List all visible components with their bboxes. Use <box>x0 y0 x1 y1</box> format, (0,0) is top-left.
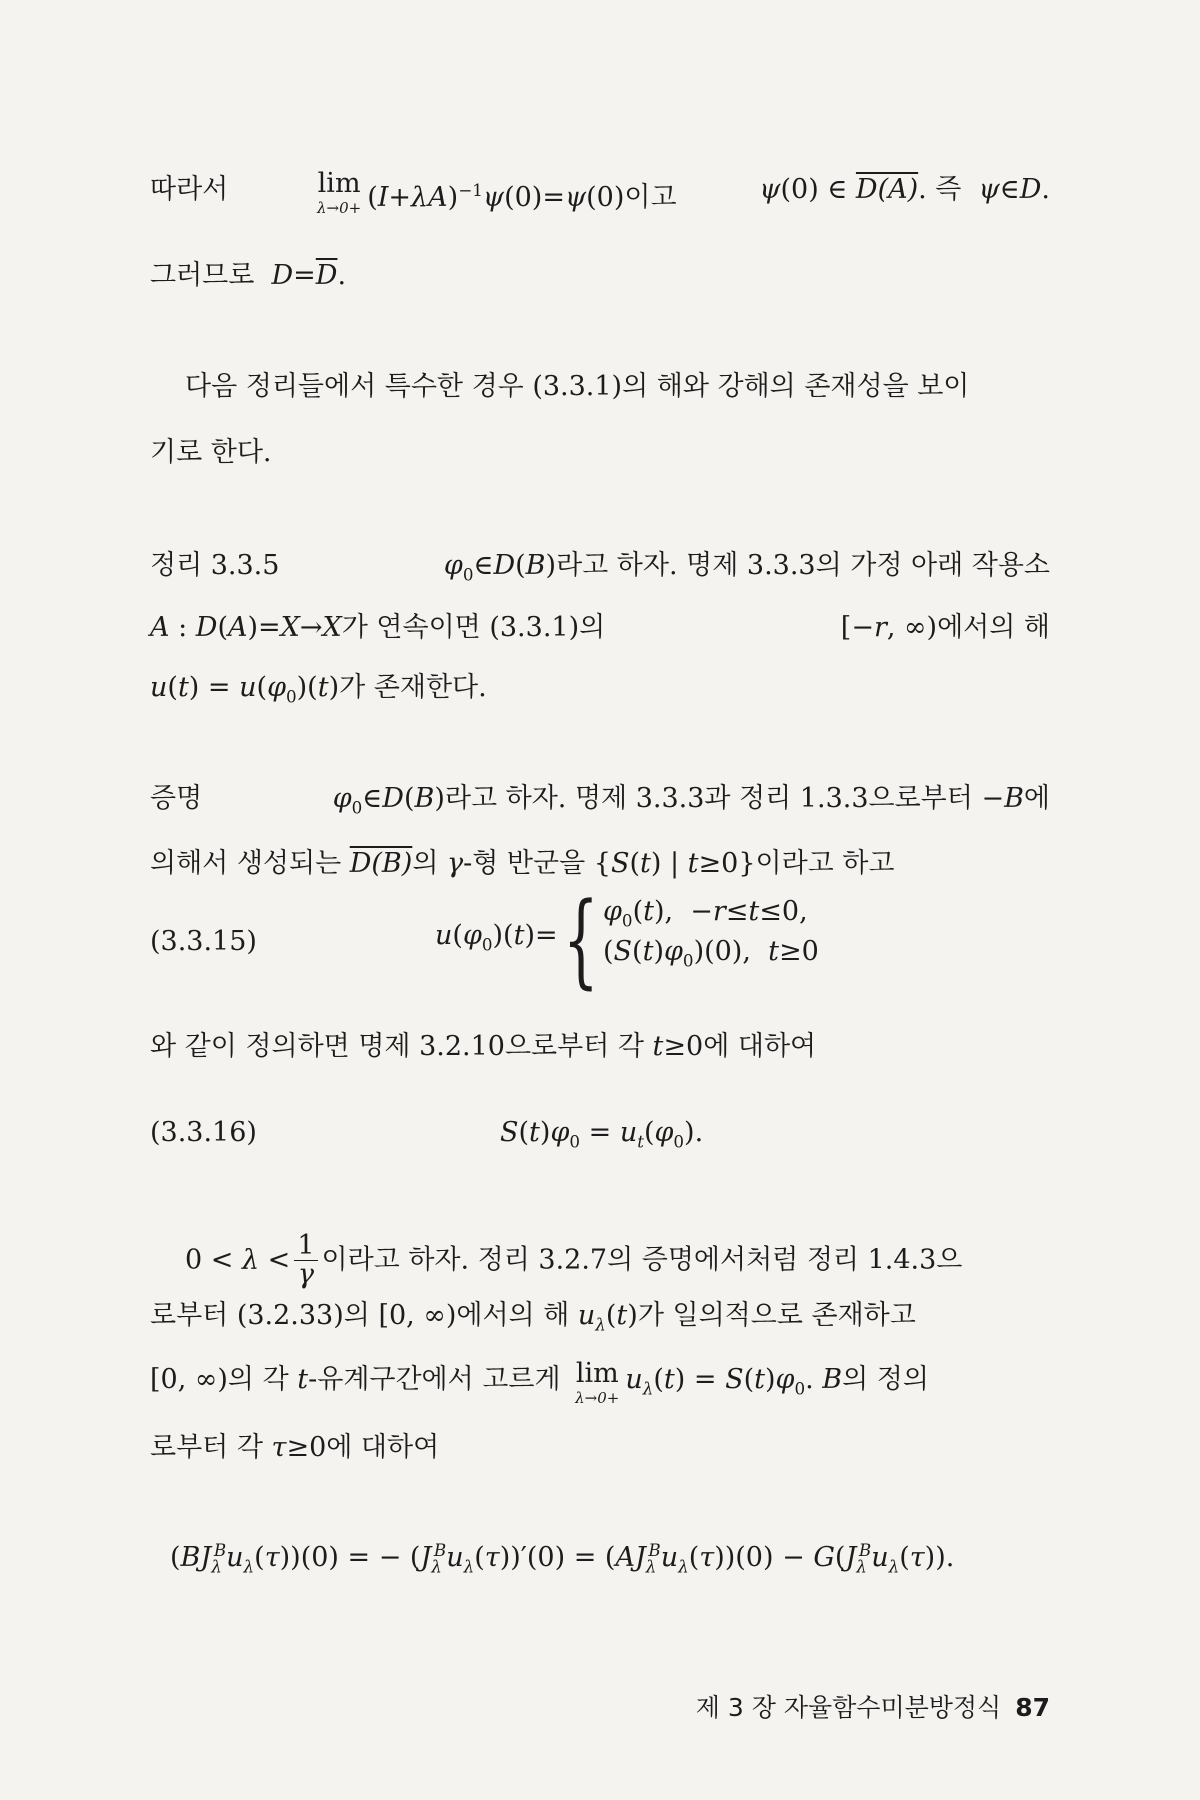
therefore-word: 따라서 <box>150 174 229 205</box>
lambda-line-1: 0 < λ < $\frac{1}{\gamma}$ 이라고 하자. 정리 3.2.7의 증명에서처럼 정리 1.4.3으 <box>185 1230 963 1291</box>
definition-line: 와 같이 정의하면 명제 3.2.10으로부터 각 t≥0에 대하여 <box>150 1031 817 1062</box>
proof-line-2: 의해서 생성되는 D(B)의 γ-형 반군을 {S(t) | t≥0}이라고 하고 <box>150 848 895 879</box>
theorem-line-2: A : D(A)=X→X가 연속이면 (3.3.1)의 [−r, ∞)에서의 해 <box>150 612 1050 643</box>
closure-membership: ψ(0) ∈ D(A). 즉 ψ∈D. <box>759 174 1050 205</box>
chapter-title: 제 3 장 자율함수미분방정식 <box>695 1693 1002 1722</box>
intro-line-2: 기로 한다. <box>150 437 272 468</box>
intro-line-1: 다음 정리들에서 특수한 경우 (3.3.1)의 해와 강해의 존재성을 보이 <box>185 371 970 402</box>
page-number: 87 <box>1015 1693 1050 1722</box>
theorem-label: 정리 3.3.5 <box>150 550 280 581</box>
text-line-hence: 그러므로 $D=\overline{D}$. <box>150 260 347 291</box>
equation-number-3-3-16: (3.3.16) <box>150 1117 257 1148</box>
proof-line-1: 증명 $\varphi_0\in D(B)$라고 하자. 명제 3.3.3과 정리 1.3.3으로부터 −B에 <box>150 779 1050 827</box>
limit-statement: lim λ→0+ $(I+\lambda A)^{-1}\psi(0)=\psi(0)$이고 <box>317 168 677 217</box>
lambda-line-2: 로부터 (3.2.33)의 [0, ∞)에서의 해 $u_\lambda(t)$가 일의적으로 존재하고 <box>150 1300 916 1335</box>
equation-3-3-16: $S(t)\varphi_0 = u_t(\varphi_0)$. <box>500 1117 704 1152</box>
theorem-line-1: 정리 3.3.5 $\varphi_0\in D(B)$라고 하자. 명제 3.3.3의 가정 아래 작용소 <box>150 546 1050 594</box>
theorem-line-3: $u(t) = u(\varphi_0)(t)$가 존재한다. <box>150 672 487 707</box>
lambda-line-4: 로부터 각 τ≥0에 대하여 <box>150 1432 440 1463</box>
limit-operator: lim λ→0+ <box>317 168 362 217</box>
final-equation: $(BJ_\lambda^Bu_\lambda(\tau))(0)$ = − $(J_\lambda^Bu_\lambda(\tau))'(0) = (AJ_\lambda^Bu_\lambda(\tau))(0) - G(J_\lambda^Bu_\lambda(\tau))$. <box>170 1540 955 1577</box>
text-line-therefore <box>150 170 1050 218</box>
lambda-line-3: [0, ∞)의 각 t-유계구간에서 고르게 lim λ→0+ $u_\lambda(t) = S(t)\varphi_0$. B의 정의 <box>150 1358 929 1407</box>
document-page: 따라서 lim λ→0+ $(I+\lambda A)^{-1}\psi(0)=\psi(0)$이고 ψ(0) ∈ D(A). 즉 ψ∈D. 그러므로 $D=\overline{D}$. 다음 정리들에서 특수한 경우 (3.3.1)의 해와 강해의 존재성을 보이 기로 한다. 정리 3.3.5 $\varphi_0\in D(B)$라고 하자. 명제 3.3.3의 가정 아래 작용소 A : D(A)=X→X가 연속이면 (3.3.1)의 [−r, ∞)에서의 해 $u(t) = u(\varphi_0)(t)$가 존재한다. 증명 $\varphi_0\in D(B)$라고 하자. 명제 3.3.3과 정리 1.3.3으로부터 −B에 의해서 생성되는 D(B)의 γ-형 반군을 {S(t) | t≥0}이라고 하고 (3.3.15) $u(\varphi_0)(t)=$ { $\varphi_0(t)$, −r≤t≤0, $(S(t)\varphi_0)(0)$, t≥0 와 같이 정의하면 명제 3.2.10으로부터 각 t≥0에 대하여 (3.3.16) $S(t)\varphi_0 = u_t(\varphi_0)$. 0 < λ < $\frac{1}{\gamma}$ 이라고 하자. 정리 3.2.7의 증명에서처럼 정리 1.4.3으 로부터 (3.2.33)의 [0, ∞)에서의 해 $u_\lambda(t)$가 일의적으로 존재하고 [0, ∞)의 각 t-유계구간에서 고르게 lim λ→0+ $u_\lambda(t) = S(t)\varphi_0$. B의 정의 로부터 각 τ≥0에 대하여 $(BJ_\lambda^Bu_\lambda(\tau))(0)$ = − $(J_\lambda^Bu_\lambda(\tau))'(0) = (AJ_\lambda^Bu_\lambda(\tau))(0) - G(J_\lambda^Bu_\lambda(\tau))$. 제 3 장 자율함수미분방정식 87 <box>0 0 1200 1800</box>
equation-number-3-3-15: (3.3.15) <box>150 926 257 957</box>
proof-label: 증명 <box>150 783 203 814</box>
page-footer <box>696 1688 1050 1724</box>
